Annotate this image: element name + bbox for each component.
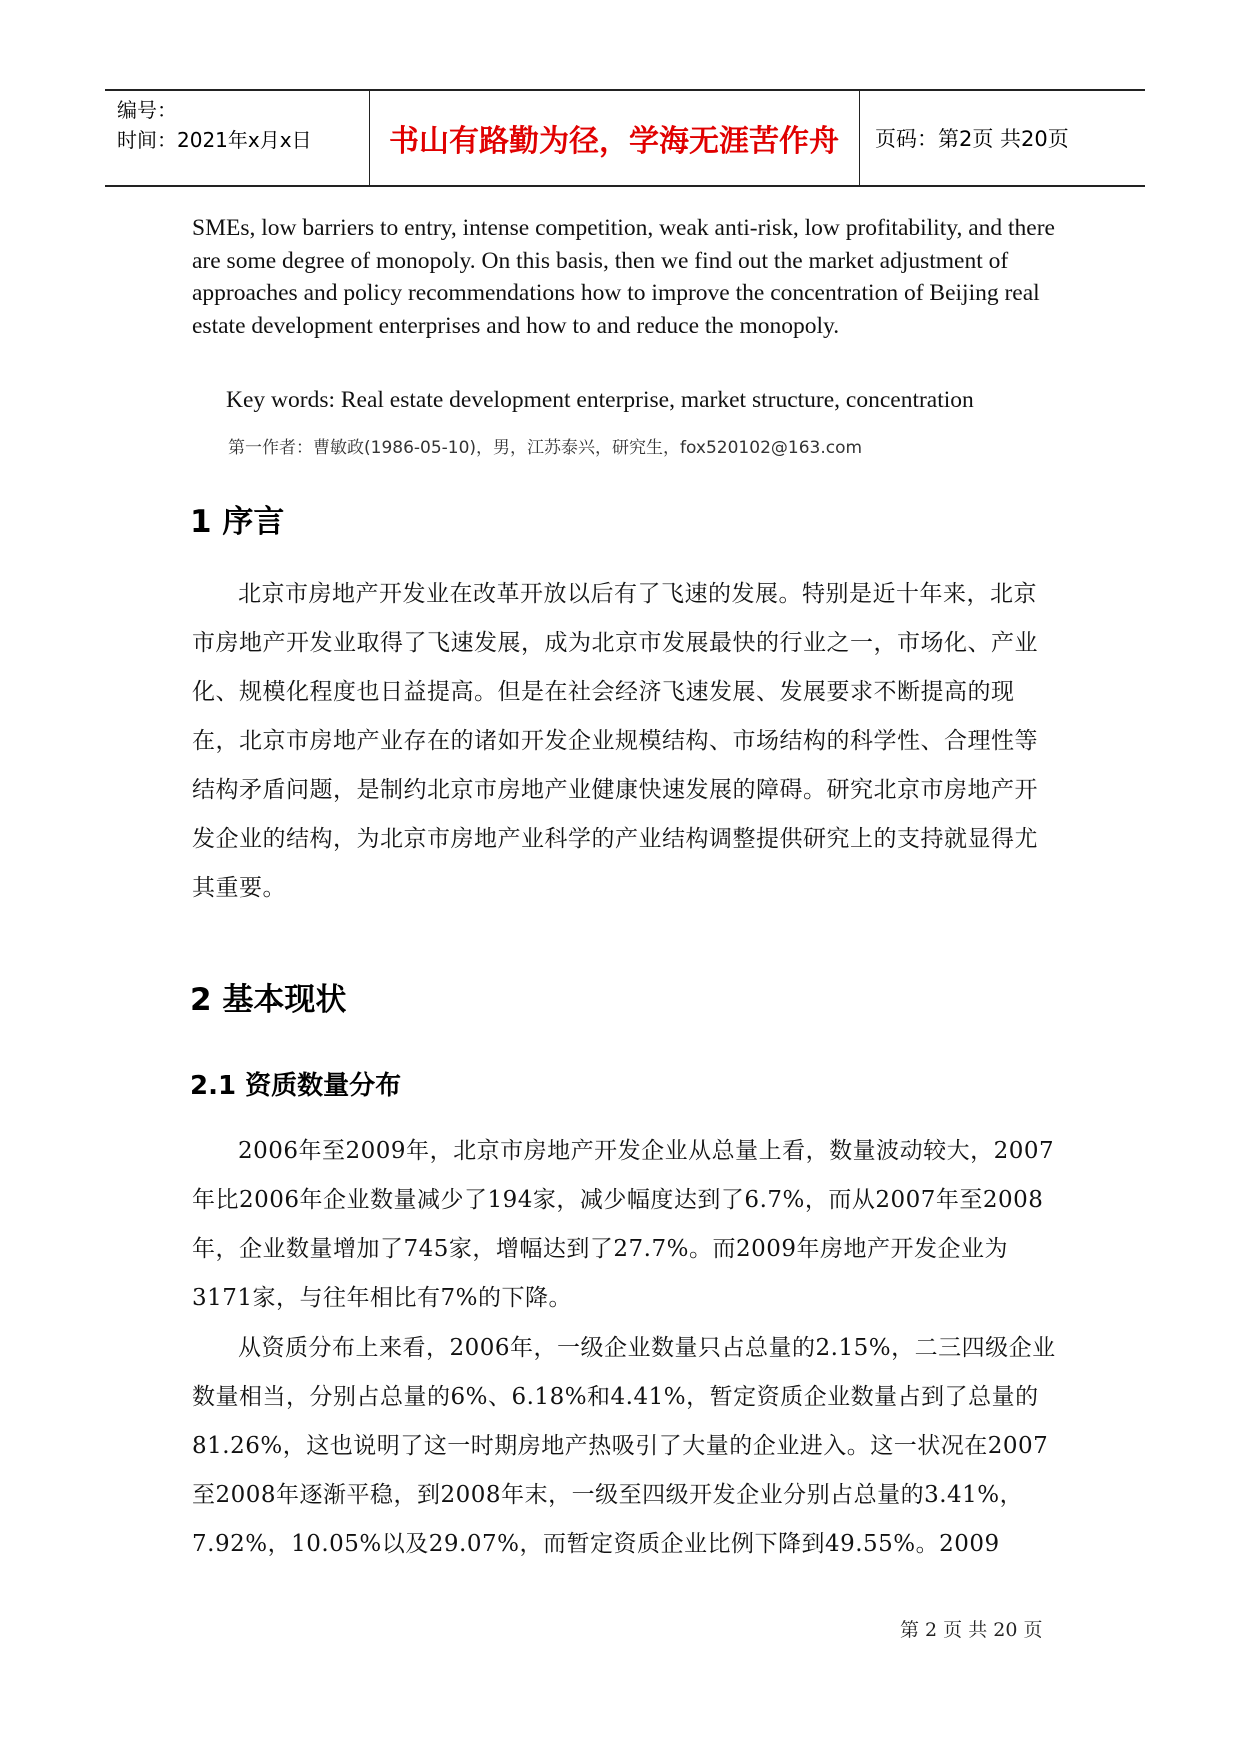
section2-paragraph-2: 从资质分布上来看，2006年，一级企业数量只占总量的2.15%，二三四级企业数量相当，分别占总量的6%、6.18%和4.41%，暂定资质企业数量占到了总量的81.26%，这也说明了这一时期房地产热吸引了大量的企业进入。这一状况在2007至2008年逐渐平稳，到2008年末，一级至四级开发企业分别占总量的3.41%，7.92%，10.05%以及29.07%，而暂定资质企业比例下降到49.55%。2009 [192, 1335, 1056, 1557]
section-heading-1: 1 序言 [190, 504, 285, 540]
keywords: Key words: Real estate development enterprise, market structure, concentration [226, 387, 974, 413]
document-header [105, 89, 1145, 187]
author-note: 第一作者：曹敏政(1986-05-10)，男，江苏泰兴，研究生，fox520102@163.com [228, 438, 863, 458]
abstract-english: SMEs, low barriers to entry, intense competition, weak anti-risk, low profitability, and there are some degree of monopoly. On this basis, then we find out the market adjustment of approaches and policy recommendations how to improve the concentration of Beijing real estate development enterprises and how to and reduce the monopoly. [192, 215, 1055, 339]
header-number-label: 编号： [117, 98, 177, 122]
header-motto: 书山有路勤为径，学海无涯苦作舟 [389, 124, 839, 159]
page-footer: 第 2 页 共 20 页 [900, 1619, 1043, 1641]
section2-paragraph-1: 2006年至2009年，北京市房地产开发企业从总量上看，数量波动较大，2007年比2006年企业数量减少了194家，减少幅度达到了6.7%，而从2007年至2008年，企业数量增加了745家，增幅达到了27.7%。而2009年房地产开发企业为3171家，与往年相比有7%的下降。 [192, 1138, 1055, 1311]
section-heading-2: 2 基本现状 [190, 982, 347, 1018]
header-time-label: 时间：2021年x月x日 [117, 128, 312, 152]
subsection-heading-2-1: 2.1 资质数量分布 [190, 1071, 402, 1101]
header-page-label: 页码：第2页 共20页 [875, 127, 1069, 151]
header-meta [117, 95, 312, 155]
section1-paragraph: 北京市房地产开发业在改革开放以后有了飞速的发展。特别是近十年来，北京市房地产开发业取得了飞速发展，成为北京市发展最快的行业之一，市场化、产业化、规模化程度也日益提高。但是在社会经济飞速发展、发展要求不断提高的现在，北京市房地产业存在的诸如开发企业规模结构、市场结构的科学性、合理性等结构矛盾问题，是制约北京市房地产业健康快速发展的障碍。研究北京市房地产开发企业的结构，为北京市房地产业科学的产业结构调整提供研究上的支持就显得尤其重要。 [192, 581, 1038, 901]
